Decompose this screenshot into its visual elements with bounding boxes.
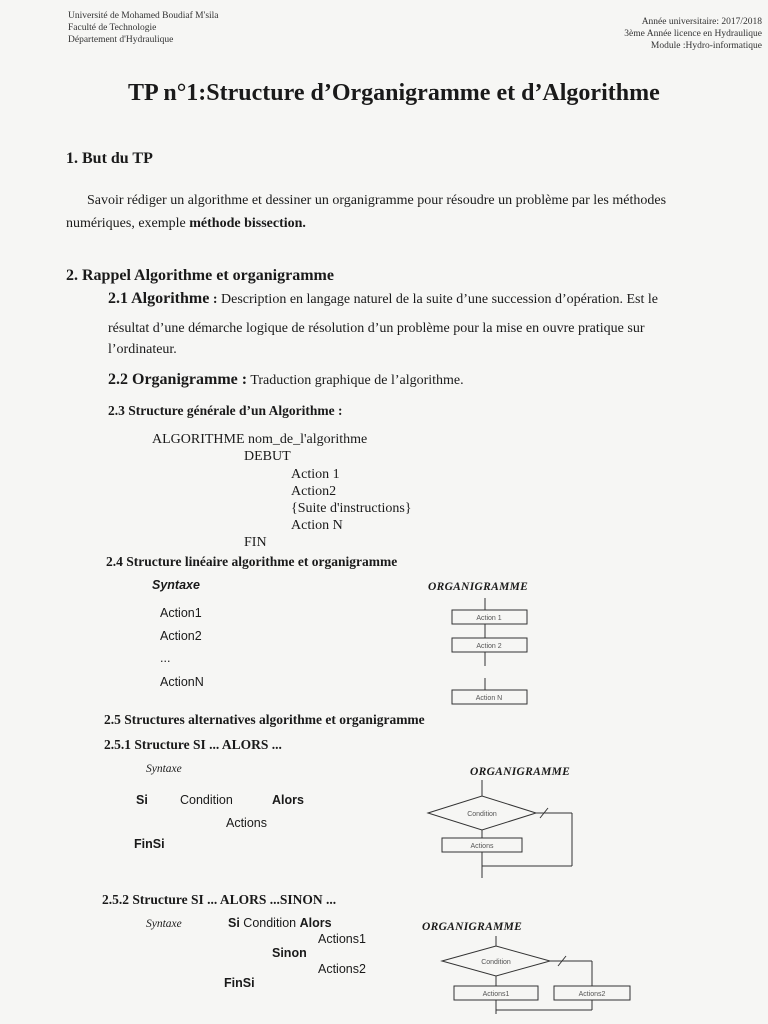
s24-action-2: Action2 xyxy=(160,629,202,643)
si-alors-sinon-flowchart xyxy=(432,936,632,1016)
sinon-box-actions-1: Actions1 xyxy=(482,991,510,998)
s252-finsi: FinSi xyxy=(224,976,255,990)
section-2-5-heading: 2.5 Structures alternatives algorithme et organigramme xyxy=(104,712,425,727)
s251-actions: Actions xyxy=(226,816,267,830)
module-name: Module :Hydro-informatique xyxy=(650,41,762,51)
s252-actions-1: Actions1 xyxy=(318,932,366,946)
linear-flowchart xyxy=(440,598,540,710)
algo-line-2: DEBUT xyxy=(244,449,291,464)
algo-line-5: {Suite d'instructions} xyxy=(291,501,412,516)
section-2-1-line-1: 2.1 Algorithme : Description en langage naturel de la suite d’une succession d’opération. Est le xyxy=(108,290,658,307)
section-1-line-2: numériques, exemple méthode bissection. xyxy=(66,216,306,231)
s252-syntax-label: Syntaxe xyxy=(146,918,182,930)
section-2-1-label: 2.1 Algorithme xyxy=(108,290,210,307)
section-2-1-line-3: l’ordinateur. xyxy=(108,342,177,357)
university-name: Université de Mohamed Boudiaf M'sila xyxy=(68,11,219,21)
s24-organigramme-label: ORGANIGRAMME xyxy=(428,581,529,593)
s24-action-1: Action1 xyxy=(160,606,202,620)
algo-line-6: Action N xyxy=(291,518,343,533)
bisection-method: méthode bissection. xyxy=(189,216,306,231)
si-diamond-condition: Condition xyxy=(467,811,497,818)
sinon-diamond-condition: Condition xyxy=(481,959,511,966)
s252-actions-2: Actions2 xyxy=(318,962,366,976)
section-2-2-label: 2.2 Organigramme : xyxy=(108,371,248,388)
section-1-line-1: Savoir rédiger un algorithme et dessiner un organigramme pour résoudre un problème par les méthodes xyxy=(87,193,667,208)
section-1-heading: 1. But du TP xyxy=(66,150,153,167)
section-2-5-1-heading: 2.5.1 Structure SI ... ALORS ... xyxy=(104,737,282,752)
header-right xyxy=(624,16,762,52)
header-left xyxy=(68,10,219,46)
s24-dots: ... xyxy=(160,651,171,665)
s252-organigramme-label: ORGANIGRAMME xyxy=(422,921,523,933)
s251-condition: Condition xyxy=(180,793,233,807)
sinon-box-actions-2: Actions2 xyxy=(578,991,606,998)
s24-syntax-label: Syntaxe xyxy=(152,578,200,592)
s252-si-line: Si Condition Alors xyxy=(228,916,332,930)
s251-si: Si xyxy=(136,793,148,807)
s251-finsi: FinSi xyxy=(134,837,165,851)
s251-alors: Alors xyxy=(272,793,304,807)
si-box-actions: Actions xyxy=(470,843,494,850)
study-level: 3ème Année licence en Hydraulique xyxy=(624,29,762,39)
faculty-name: Faculté de Technologie xyxy=(68,23,157,33)
academic-year: Année universitaire: 2017/2018 xyxy=(641,17,762,27)
algo-line-3: Action 1 xyxy=(291,467,340,482)
section-2-4-heading: 2.4 Structure linéaire algorithme et organigramme xyxy=(106,554,398,569)
algo-line-1: ALGORITHME nom_de_l'algorithme xyxy=(152,432,368,447)
flow-box-action-n: Action N xyxy=(475,695,503,702)
algo-line-4: Action2 xyxy=(291,484,337,499)
si-alors-flowchart xyxy=(420,780,590,880)
section-2-heading: 2. Rappel Algorithme et organigramme xyxy=(66,267,334,284)
s252-sinon: Sinon xyxy=(272,946,307,960)
flow-box-action-1: Action 1 xyxy=(476,615,502,622)
s251-organigramme-label: ORGANIGRAMME xyxy=(470,766,571,778)
algo-line-7: FIN xyxy=(244,535,267,550)
section-2-2-line: 2.2 Organigramme : Traduction graphique de l’algorithme. xyxy=(108,371,464,388)
s251-syntax-label: Syntaxe xyxy=(146,763,182,775)
department-name: Département d'Hydraulique xyxy=(68,35,174,45)
section-2-5-2-heading: 2.5.2 Structure SI ... ALORS ...SINON ... xyxy=(102,892,337,907)
section-2-3-heading: 2.3 Structure générale d’un Algorithme : xyxy=(108,403,343,418)
section-2-1-line-2: résultat d’une démarche logique de résolution d’un problème pour la mise en ouvre pratique sur xyxy=(108,321,645,336)
page-title: TP n°1:Structure d’Organigramme et d’Algorithme xyxy=(128,80,660,106)
s24-action-n: ActionN xyxy=(160,675,204,689)
flow-box-action-2: Action 2 xyxy=(476,643,502,650)
